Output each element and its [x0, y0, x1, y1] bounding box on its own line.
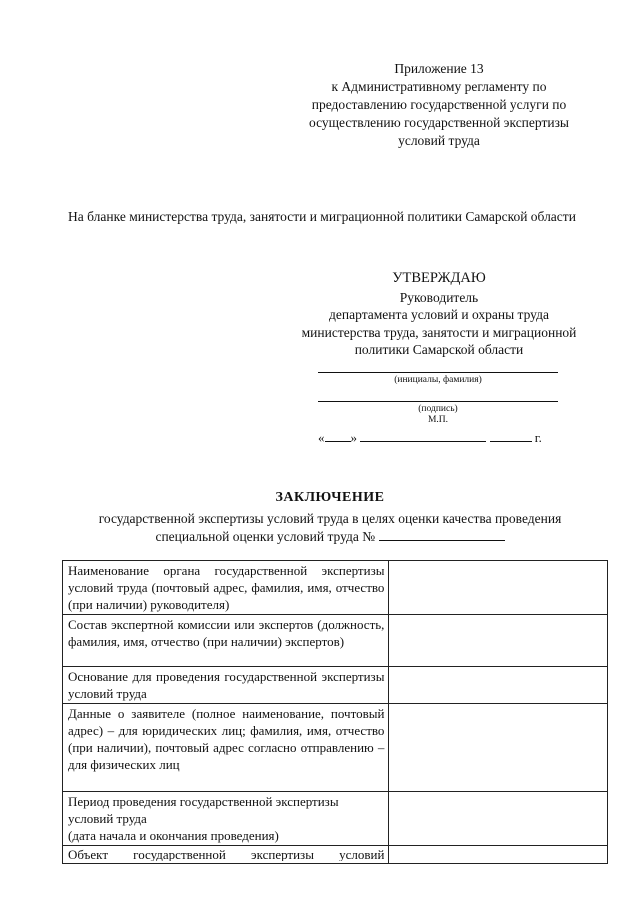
conclusion-subtitle: [40, 510, 620, 545]
approval-line: Руководитель: [399, 289, 479, 305]
day-blank: [325, 430, 351, 442]
appendix-line: предоставлению государственной услуги по: [311, 97, 567, 112]
signature-line: [318, 401, 558, 402]
letterhead-note: На бланке министерства труда, занятости и миграционной политики Самарской области: [68, 209, 576, 224]
approval-line: политики Самарской области: [354, 342, 524, 357]
appendix-line: к Административному регламенту по: [331, 79, 547, 94]
approval-date-line: [318, 430, 562, 446]
table-row: [63, 846, 608, 864]
approval-line: министерства труда, занятости и миграционной: [301, 324, 577, 340]
row-value[interactable]: [389, 846, 608, 864]
row-label: Основание для проведения государственной экспертизы условий труда: [63, 667, 389, 704]
row-label: Период проведения государственной экспертизы условий труда (дата начала и окончания проведения): [63, 792, 389, 846]
table-row: [63, 792, 608, 846]
subtitle-line-1: государственной экспертизы условий труда в целях оценки качества проведения: [98, 511, 562, 526]
row-label: Состав экспертной комиссии или экспертов (должность, фамилия, имя, отчество (при наличии) экспертов): [63, 615, 389, 667]
conclusion-title: ЗАКЛЮЧЕНИЕ: [275, 490, 385, 505]
date-quote-open: «: [318, 430, 325, 445]
appendix-line: осуществлению государственной экспертизы: [308, 115, 569, 130]
conclusion-number-blank: [379, 529, 505, 541]
year-suffix: г.: [534, 430, 542, 445]
initials-caption: (инициалы, фамилия): [394, 375, 482, 385]
table-row: [63, 561, 608, 615]
approval-block: [280, 270, 598, 359]
signature-caption: (подпись): [418, 404, 458, 414]
initials-line: [318, 372, 558, 373]
subtitle-line-2: [40, 528, 620, 546]
conclusion-table: [62, 560, 608, 864]
row-value[interactable]: [389, 704, 608, 792]
approval-heading: УТВЕРЖДАЮ: [392, 270, 486, 286]
date-quote-close: »: [350, 430, 357, 445]
row-value[interactable]: [389, 615, 608, 667]
appendix-header: [280, 60, 598, 150]
row-label: Данные о заявителе (полное наименование, почтовый адрес) – для юридических лиц; фамилия, имя, отчество (при наличии), почтовый адрес согласно отправлению – для физических лиц: [63, 704, 389, 792]
approval-line: департамента условий и охраны труда: [329, 307, 549, 322]
row-label-text: Объект государственной экспертизы условий: [68, 847, 385, 861]
row-value[interactable]: [389, 792, 608, 846]
row-label: [63, 846, 389, 864]
month-blank: [360, 430, 486, 442]
row-value[interactable]: [389, 561, 608, 615]
table-row: [63, 704, 608, 792]
table-row: [63, 667, 608, 704]
seal-mark: М.П.: [427, 415, 449, 425]
row-value[interactable]: [389, 667, 608, 704]
appendix-line: условий труда: [398, 133, 480, 148]
table-row: [63, 615, 608, 667]
subtitle-line-2-text: специальной оценки условий труда №: [155, 528, 376, 544]
appendix-line: Приложение 13: [394, 61, 484, 76]
year-blank: [490, 430, 532, 442]
row-label: Наименование органа государственной экспертизы условий труда (почтовый адрес, фамилия, имя, отчество (при наличии) руководителя): [63, 561, 389, 615]
